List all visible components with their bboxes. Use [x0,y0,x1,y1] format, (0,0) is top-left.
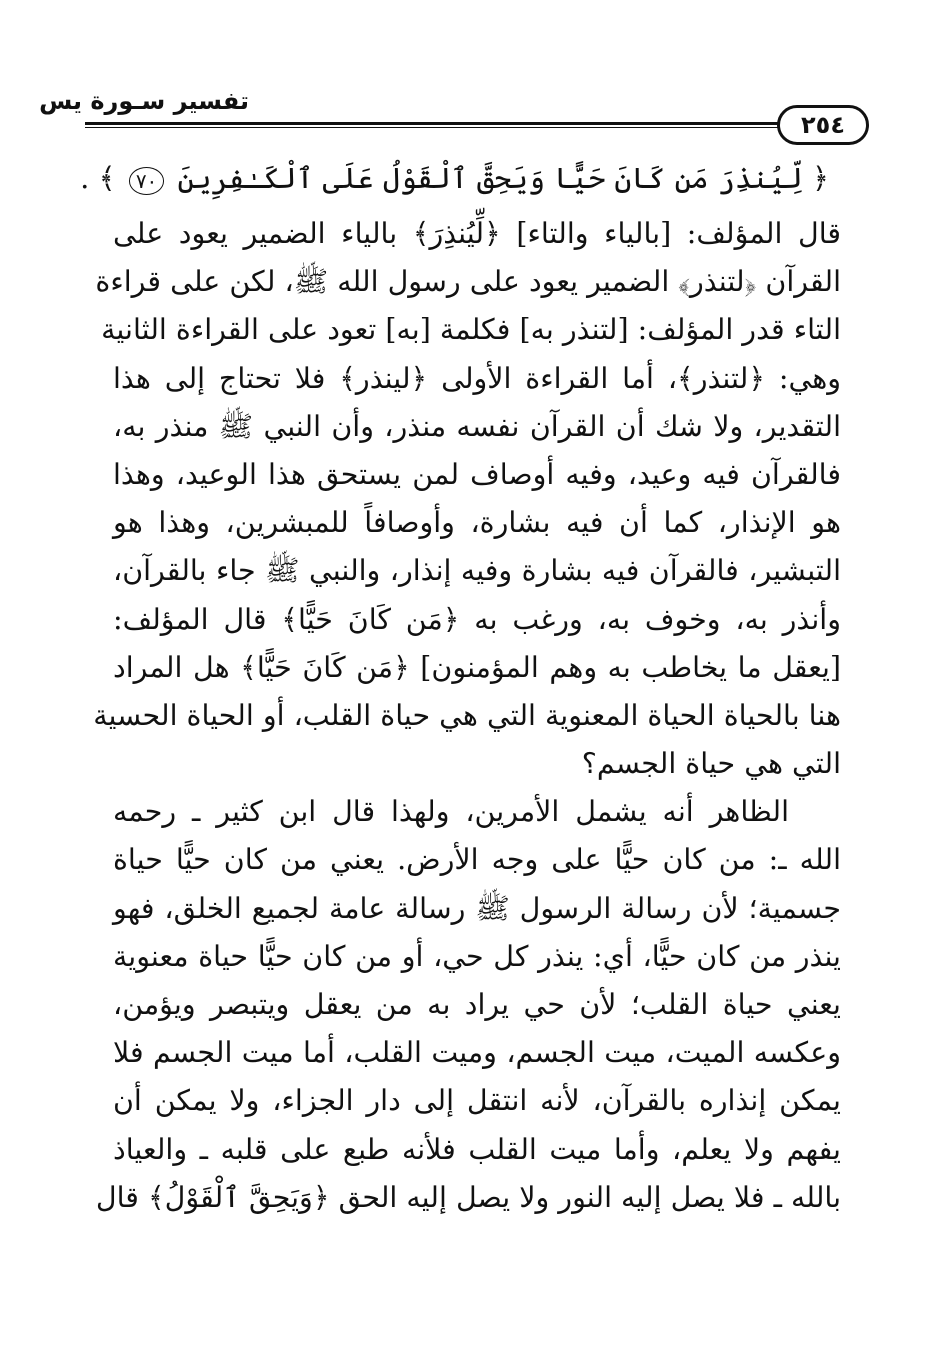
text-line: التقدير، ولا شك أن القرآن نفسه منذر، وأن النبي ﷺ منذر به، [113,409,841,443]
text-line: الظاهر أنه يشمل الأمرين، ولهذا قال ابن كثير ـ رحمه [113,795,789,829]
text-line: وهي: ﴿لتنذر﴾، أما القراءة الأولى ﴿لينذر﴾ فلا تحتاج إلى هذا [113,361,841,395]
text-line: [يعقل ما يخاطب به وهم المؤمنون] ﴿مَن كَانَ حَيًّا﴾ هل المراد [113,650,841,684]
text-line: هنا بالحياة الحياة المعنوية التي هي حياة القلب، أو الحياة الحسية [93,698,841,732]
verse-text: ﴿ لِّيُنذِرَ مَن كَانَ حَيًّا وَيَحِقَّ ٱلْقَوْلُ عَلَى ٱلْكَـٰفِرِينَ [177,161,829,195]
verse-close: ﴾ . [80,161,116,195]
text-line: القرآن ﴿لتنذر﴾ الضمير يعود على رسول الله ﷺ، لكن على قراءة [95,265,841,299]
header-rule [85,122,837,128]
text-line: يمكن إنذاره بالقرآن، لأنه انتقل إلى دار الجزاء، ولا يمكن أن [113,1084,841,1118]
text-line: بالله ـ فلا يصل إليه النور ولا يصل إليه الحق ﴿وَيَحِقَّ ٱلْقَوْلُ﴾ قال [95,1180,841,1214]
page-number: ٢٥٤ [777,105,869,145]
text-line: فالقرآن فيه وعيد، وفيه أوصاف لمن يستحق هذا الوعيد، وهذا [113,457,841,491]
text-line: الله ـ: من كان حيًّا على وجه الأرض. يعني من كان حيًّا حياة [113,843,841,877]
quran-verse [80,150,829,206]
text-line: يعني حياة القلب؛ لأن حي يراد به من يعقل ويتبصر ويؤمن، [113,988,841,1021]
running-title: تفسير سـورة يس [39,87,249,115]
text-line: وعكسه الميت، ميت الجسم، وميت القلب، أما ميت الجسم فلا [113,1036,841,1070]
text-line: هو الإنذار، كما أن فيه بشارة، وأوصافاً للمبشرين، وهذا هو [113,506,841,540]
text-line: قال المؤلف: [بالياء والتاء] ﴿لِّيُنذِرَ﴾ بالياء الضمير يعود على [113,217,841,250]
body-text [93,210,841,1222]
text-line: وأنذر به، وخوف به، ورغب به ﴿مَن كَانَ حَيًّا﴾ قال المؤلف: [113,602,841,636]
text-line: التبشير، فالقرآن فيه بشارة وفيه إنذار، والنبي ﷺ جاء بالقرآن، [113,554,841,588]
text-line: ينذر من كان حيًّا، أي: ينذر كل حي، أو من كان حيًّا حياة معنوية [113,939,841,973]
text-line: يفهم ولا يعلم، وأما ميت القلب فلأنه طبع على قلبه ـ والعياذ [113,1132,841,1166]
text-line: التي هي حياة الجسم؟ [581,747,841,781]
text-line: التاء قدر المؤلف: [لتنذر به] فكلمة [به] تعود على القراءة الثانية [101,313,841,347]
verse-number-marker: ٧٠ [129,167,164,195]
text-line: جسمية؛ لأن رسالة الرسول ﷺ رسالة عامة لجميع الخلق، فهو [113,891,841,925]
